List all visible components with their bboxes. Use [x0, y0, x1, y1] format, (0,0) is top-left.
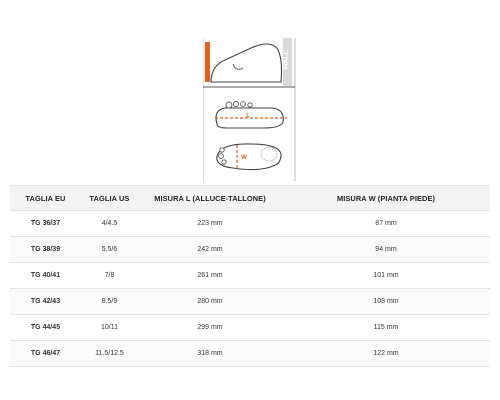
wall-label: WALL: [282, 50, 290, 70]
cell-us-size: 7/8: [81, 263, 138, 289]
table-row: [10, 315, 490, 341]
table-row: [10, 263, 490, 289]
header-width: MISURA W (PIANTA PIEDE): [282, 186, 490, 211]
foot-diagram: [203, 38, 296, 181]
cell-length: 318 mm: [138, 341, 282, 367]
header-us-size: TAGLIA US: [81, 186, 138, 211]
cell-eu-size: TG 40/41: [10, 263, 81, 289]
length-measure-view: [215, 101, 287, 128]
cell-width: 87 mm: [282, 211, 490, 237]
table-header-row: [10, 186, 490, 211]
cell-width: 94 mm: [282, 237, 490, 263]
table-row: [10, 211, 490, 237]
side-view-foot: [203, 42, 295, 87]
cell-eu-size: TG 42/43: [10, 289, 81, 315]
width-marker: W: [241, 155, 247, 161]
cell-us-size: 5.5/6: [81, 237, 138, 263]
cell-width: 101 mm: [282, 263, 490, 289]
cell-length: 299 mm: [138, 315, 282, 341]
table-row: [10, 341, 490, 367]
table-row: [10, 237, 490, 263]
cell-length: 280 mm: [138, 289, 282, 315]
cell-us-size: 11.5/12.5: [81, 341, 138, 367]
size-chart-table: [10, 185, 490, 367]
cell-eu-size: TG 46/47: [10, 341, 81, 367]
cell-width: 122 mm: [282, 341, 490, 367]
cell-us-size: 4/4.5: [81, 211, 138, 237]
cell-width: 108 mm: [282, 289, 490, 315]
cell-us-size: 8.5/9: [81, 289, 138, 315]
cell-length: 242 mm: [138, 237, 282, 263]
length-marker: L: [246, 113, 250, 119]
foot-measurement-illustration: [203, 38, 296, 181]
width-measure-view: [217, 144, 281, 170]
cell-width: 115 mm: [282, 315, 490, 341]
cell-us-size: 10/11: [81, 315, 138, 341]
cell-length: 223 mm: [138, 211, 282, 237]
header-eu-size: TAGLIA EU: [10, 186, 81, 211]
table-row: [10, 289, 490, 315]
cell-length: 261 mm: [138, 263, 282, 289]
cell-eu-size: TG 38/39: [10, 237, 81, 263]
cell-eu-size: TG 44/45: [10, 315, 81, 341]
length-ruler: [205, 42, 210, 82]
cell-eu-size: TG 36/37: [10, 211, 81, 237]
header-length: MISURA L (ALLUCE-TALLONE): [138, 186, 282, 211]
